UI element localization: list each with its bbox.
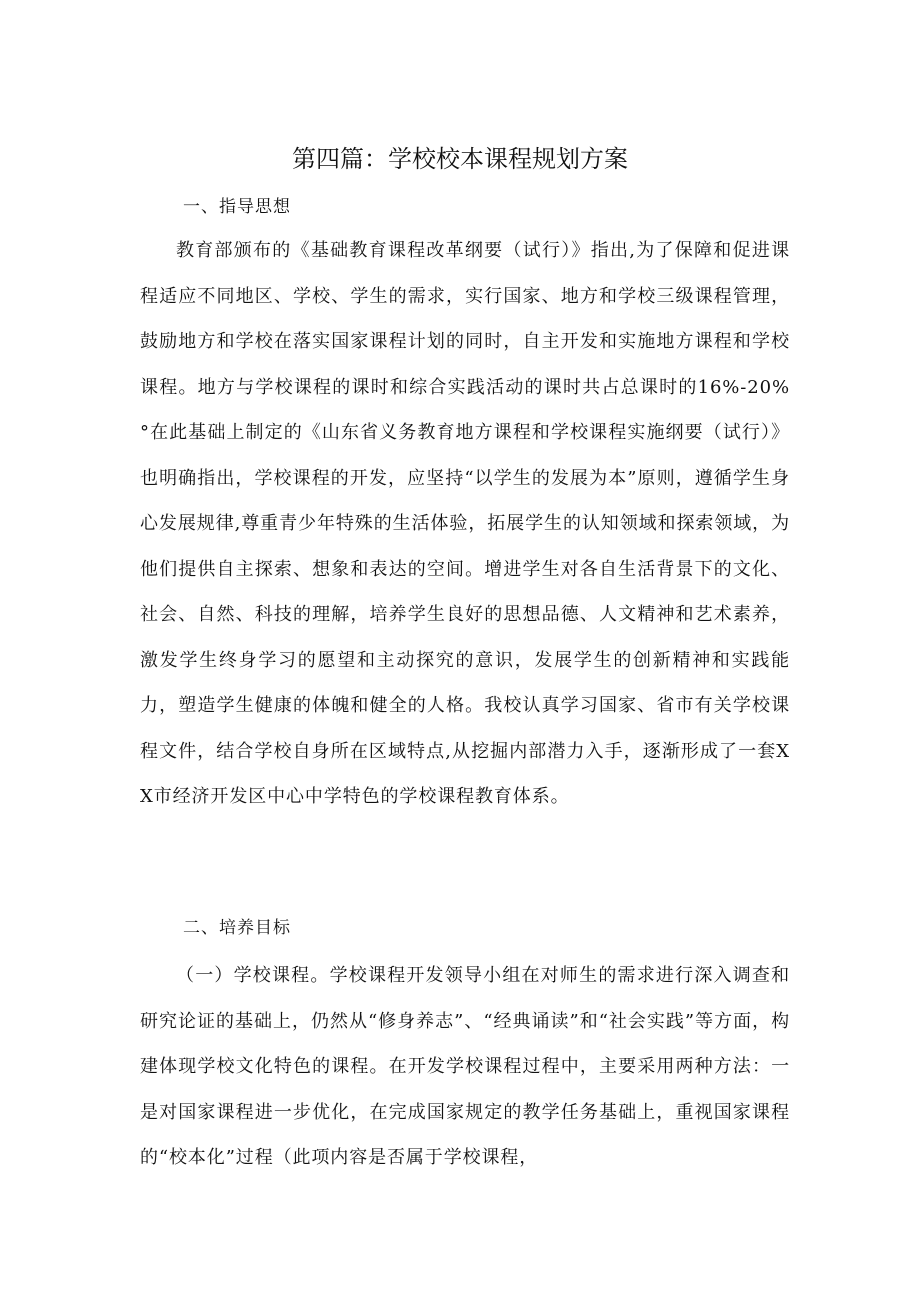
- section-heading-guiding-ideology: 一、指导思想: [183, 197, 291, 217]
- section-heading-training-goals: 二、培养目标: [183, 918, 291, 938]
- document-title: 第四篇：学校校本课程规划方案: [292, 145, 628, 173]
- section-paragraph-training-goals: （一）学校课程。学校课程开发领导小组在对师生的需求进行深入调查和研究论证的基础上，仍然从“修身养志”、“经典诵读”和“社会实践”等方面，构建体现学校文化特色的课程。在开发学校课程过程中，主要采用两种方法：一是对国家课程进一步优化，在完成国家规定的教学任务基础上，重视国家课程的“校本化”过程（此项内容是否属于学校课程，: [140, 965, 790, 1168]
- section-paragraph-guiding-ideology: 教育部颁布的《基础教育课程改革纲要（试行）》指出,为了保障和促进课程适应不同地区、学校、学生的需求，实行国家、地方和学校三级课程管理，鼓励地方和学校在落实国家课程计划的同时，自主开发和实施地方课程和学校课程。地方与学校课程的课时和综合实践活动的课时共占总课时的16%-20%°在此基础上制定的《山东省义务教育地方课程和学校课程实施纲要（试行）》也明确指出，学校课程的开发，应坚持“以学生的发展为本”原则，遵循学生身心发展规律,尊重青少年特殊的生活体验，拓展学生的认知领域和探索领域，为他们提供自主探索、想象和表达的空间。增进学生对各自生活背景下的文化、社会、自然、科技的理解，培养学生良好的思想品德、人文精神和艺术素养，激发学生终身学习的愿望和主动探究的意识，发展学生的创新精神和实践能力，塑造学生健康的体魄和健全的人格。我校认真学习国家、省市有关学校课程文件，结合学校自身所在区域特点,从挖掘内部潜力入手，逐渐形成了一套XX市经济开发区中心中学特色的学校课程教育体系。: [140, 240, 790, 807]
